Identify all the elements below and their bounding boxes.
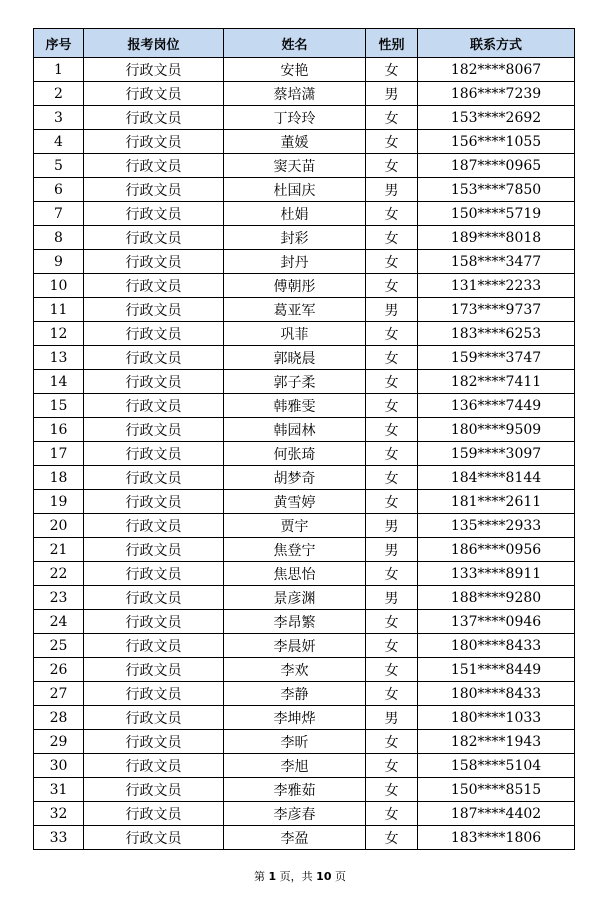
cell-position: 行政文员 (84, 586, 224, 610)
cell-position: 行政文员 (84, 394, 224, 418)
cell-name: 李昕 (224, 730, 366, 754)
cell-gender: 女 (366, 466, 418, 490)
cell-contact: 183****1806 (418, 826, 575, 850)
cell-gender: 女 (366, 682, 418, 706)
cell-contact: 158****5104 (418, 754, 575, 778)
cell-name: 李彦春 (224, 802, 366, 826)
cell-index: 9 (34, 250, 84, 274)
cell-contact: 153****7850 (418, 178, 575, 202)
cell-position: 行政文员 (84, 562, 224, 586)
cell-contact: 180****8433 (418, 682, 575, 706)
cell-contact: 159****3747 (418, 346, 575, 370)
cell-gender: 男 (366, 514, 418, 538)
cell-index: 5 (34, 154, 84, 178)
table-row (34, 586, 575, 610)
cell-position: 行政文员 (84, 490, 224, 514)
cell-contact: 173****9737 (418, 298, 575, 322)
cell-index: 31 (34, 778, 84, 802)
cell-contact: 182****7411 (418, 370, 575, 394)
cell-name: 封丹 (224, 250, 366, 274)
cell-index: 20 (34, 514, 84, 538)
cell-gender: 女 (366, 106, 418, 130)
cell-contact: 187****4402 (418, 802, 575, 826)
cell-gender: 男 (366, 538, 418, 562)
cell-contact: 136****7449 (418, 394, 575, 418)
cell-index: 25 (34, 634, 84, 658)
cell-gender: 女 (366, 226, 418, 250)
table-row (34, 514, 575, 538)
cell-gender: 女 (366, 634, 418, 658)
table-row (34, 826, 575, 850)
table-row (34, 610, 575, 634)
cell-name: 李晨妍 (224, 634, 366, 658)
table-row (34, 250, 575, 274)
cell-name: 焦登宁 (224, 538, 366, 562)
table-row (34, 754, 575, 778)
cell-name: 傅朝彤 (224, 274, 366, 298)
table-row (34, 226, 575, 250)
cell-index: 14 (34, 370, 84, 394)
applicant-table (33, 28, 575, 850)
cell-gender: 女 (366, 370, 418, 394)
table-row (34, 442, 575, 466)
cell-contact: 156****1055 (418, 130, 575, 154)
cell-name: 李盈 (224, 826, 366, 850)
table-row (34, 58, 575, 82)
cell-index: 17 (34, 442, 84, 466)
cell-position: 行政文员 (84, 106, 224, 130)
cell-name: 韩雅雯 (224, 394, 366, 418)
cell-contact: 133****8911 (418, 562, 575, 586)
cell-index: 32 (34, 802, 84, 826)
cell-index: 21 (34, 538, 84, 562)
footer-total-pages: 10 (316, 870, 332, 883)
cell-name: 胡梦奇 (224, 466, 366, 490)
cell-position: 行政文员 (84, 82, 224, 106)
cell-index: 11 (34, 298, 84, 322)
header-index: 序号 (34, 29, 84, 58)
cell-contact: 137****0946 (418, 610, 575, 634)
cell-index: 24 (34, 610, 84, 634)
cell-position: 行政文员 (84, 706, 224, 730)
cell-name: 郭子柔 (224, 370, 366, 394)
cell-contact: 150****8515 (418, 778, 575, 802)
cell-name: 李旭 (224, 754, 366, 778)
header-contact: 联系方式 (418, 29, 575, 58)
cell-gender: 女 (366, 610, 418, 634)
cell-index: 26 (34, 658, 84, 682)
table-row (34, 778, 575, 802)
cell-position: 行政文员 (84, 154, 224, 178)
table-row (34, 730, 575, 754)
footer-middle: 页，共 (279, 870, 313, 883)
cell-index: 7 (34, 202, 84, 226)
cell-gender: 男 (366, 82, 418, 106)
cell-name: 何张琦 (224, 442, 366, 466)
cell-position: 行政文员 (84, 514, 224, 538)
cell-position: 行政文员 (84, 274, 224, 298)
cell-position: 行政文员 (84, 226, 224, 250)
cell-name: 郭晓晨 (224, 346, 366, 370)
cell-contact: 184****8144 (418, 466, 575, 490)
cell-name: 窦天苗 (224, 154, 366, 178)
table-row (34, 130, 575, 154)
cell-name: 李昂繁 (224, 610, 366, 634)
cell-gender: 女 (366, 754, 418, 778)
cell-name: 焦思怡 (224, 562, 366, 586)
cell-gender: 女 (366, 322, 418, 346)
cell-index: 15 (34, 394, 84, 418)
table-row (34, 802, 575, 826)
cell-gender: 男 (366, 178, 418, 202)
table-row (34, 634, 575, 658)
cell-gender: 女 (366, 802, 418, 826)
cell-gender: 女 (366, 250, 418, 274)
cell-gender: 女 (366, 562, 418, 586)
cell-gender: 男 (366, 298, 418, 322)
cell-position: 行政文员 (84, 802, 224, 826)
cell-position: 行政文员 (84, 442, 224, 466)
cell-position: 行政文员 (84, 730, 224, 754)
cell-position: 行政文员 (84, 418, 224, 442)
cell-name: 葛亚军 (224, 298, 366, 322)
cell-name: 杜娟 (224, 202, 366, 226)
table-row (34, 490, 575, 514)
cell-index: 8 (34, 226, 84, 250)
cell-gender: 女 (366, 730, 418, 754)
cell-contact: 189****8018 (418, 226, 575, 250)
cell-contact: 151****8449 (418, 658, 575, 682)
footer-prefix: 第 (254, 870, 266, 883)
cell-index: 23 (34, 586, 84, 610)
cell-position: 行政文员 (84, 178, 224, 202)
cell-index: 10 (34, 274, 84, 298)
table-row (34, 394, 575, 418)
cell-name: 董媛 (224, 130, 366, 154)
cell-gender: 女 (366, 418, 418, 442)
cell-position: 行政文员 (84, 610, 224, 634)
cell-position: 行政文员 (84, 298, 224, 322)
cell-index: 1 (34, 58, 84, 82)
cell-gender: 男 (366, 586, 418, 610)
header-name: 姓名 (224, 29, 366, 58)
cell-index: 16 (34, 418, 84, 442)
cell-contact: 150****5719 (418, 202, 575, 226)
cell-contact: 182****1943 (418, 730, 575, 754)
cell-contact: 153****2692 (418, 106, 575, 130)
cell-name: 巩菲 (224, 322, 366, 346)
cell-gender: 女 (366, 58, 418, 82)
cell-position: 行政文员 (84, 250, 224, 274)
cell-index: 33 (34, 826, 84, 850)
cell-contact: 159****3097 (418, 442, 575, 466)
table-row (34, 370, 575, 394)
cell-gender: 女 (366, 346, 418, 370)
cell-gender: 女 (366, 490, 418, 514)
cell-name: 蔡培潇 (224, 82, 366, 106)
cell-gender: 女 (366, 202, 418, 226)
cell-position: 行政文员 (84, 826, 224, 850)
cell-name: 黄雪婷 (224, 490, 366, 514)
cell-name: 丁玲玲 (224, 106, 366, 130)
cell-index: 30 (34, 754, 84, 778)
table-row (34, 202, 575, 226)
cell-position: 行政文员 (84, 778, 224, 802)
cell-contact: 188****9280 (418, 586, 575, 610)
table-row (34, 682, 575, 706)
cell-position: 行政文员 (84, 634, 224, 658)
page-footer (0, 868, 600, 884)
table-row (34, 82, 575, 106)
cell-name: 贾宇 (224, 514, 366, 538)
cell-position: 行政文员 (84, 682, 224, 706)
table-row (34, 346, 575, 370)
cell-name: 安艳 (224, 58, 366, 82)
table-row (34, 706, 575, 730)
cell-name: 李雅茹 (224, 778, 366, 802)
cell-index: 28 (34, 706, 84, 730)
footer-page-number: 1 (268, 870, 277, 883)
table-body (34, 58, 575, 850)
cell-index: 12 (34, 322, 84, 346)
cell-gender: 女 (366, 778, 418, 802)
cell-index: 13 (34, 346, 84, 370)
table-row (34, 178, 575, 202)
cell-contact: 180****1033 (418, 706, 575, 730)
cell-gender: 女 (366, 130, 418, 154)
cell-name: 李坤烨 (224, 706, 366, 730)
table-row (34, 466, 575, 490)
cell-contact: 182****8067 (418, 58, 575, 82)
header-position: 报考岗位 (84, 29, 224, 58)
table-header-row (34, 29, 575, 58)
cell-position: 行政文员 (84, 754, 224, 778)
cell-index: 3 (34, 106, 84, 130)
cell-name: 李欢 (224, 658, 366, 682)
cell-index: 22 (34, 562, 84, 586)
cell-contact: 180****8433 (418, 634, 575, 658)
cell-contact: 183****6253 (418, 322, 575, 346)
cell-gender: 女 (366, 274, 418, 298)
cell-position: 行政文员 (84, 58, 224, 82)
cell-index: 19 (34, 490, 84, 514)
table-row (34, 418, 575, 442)
cell-contact: 158****3477 (418, 250, 575, 274)
cell-position: 行政文员 (84, 322, 224, 346)
table-row (34, 658, 575, 682)
cell-position: 行政文员 (84, 466, 224, 490)
cell-name: 杜国庆 (224, 178, 366, 202)
cell-index: 2 (34, 82, 84, 106)
cell-index: 6 (34, 178, 84, 202)
table-row (34, 562, 575, 586)
cell-gender: 女 (366, 826, 418, 850)
cell-index: 29 (34, 730, 84, 754)
cell-gender: 女 (366, 442, 418, 466)
cell-name: 景彦渊 (224, 586, 366, 610)
table-row (34, 538, 575, 562)
cell-position: 行政文员 (84, 346, 224, 370)
cell-gender: 女 (366, 658, 418, 682)
table-row (34, 106, 575, 130)
cell-gender: 男 (366, 706, 418, 730)
cell-gender: 女 (366, 154, 418, 178)
cell-position: 行政文员 (84, 658, 224, 682)
cell-position: 行政文员 (84, 538, 224, 562)
cell-contact: 186****7239 (418, 82, 575, 106)
table-row (34, 322, 575, 346)
cell-index: 4 (34, 130, 84, 154)
cell-index: 27 (34, 682, 84, 706)
cell-contact: 186****0956 (418, 538, 575, 562)
cell-name: 封彩 (224, 226, 366, 250)
footer-suffix: 页 (334, 870, 346, 883)
table-row (34, 154, 575, 178)
cell-name: 韩园林 (224, 418, 366, 442)
cell-position: 行政文员 (84, 370, 224, 394)
cell-position: 行政文员 (84, 130, 224, 154)
cell-contact: 135****2933 (418, 514, 575, 538)
cell-contact: 131****2233 (418, 274, 575, 298)
header-gender: 性别 (366, 29, 418, 58)
cell-position: 行政文员 (84, 202, 224, 226)
table-row (34, 274, 575, 298)
cell-contact: 180****9509 (418, 418, 575, 442)
cell-gender: 女 (366, 394, 418, 418)
cell-contact: 181****2611 (418, 490, 575, 514)
cell-contact: 187****0965 (418, 154, 575, 178)
cell-name: 李静 (224, 682, 366, 706)
table-row (34, 298, 575, 322)
cell-index: 18 (34, 466, 84, 490)
